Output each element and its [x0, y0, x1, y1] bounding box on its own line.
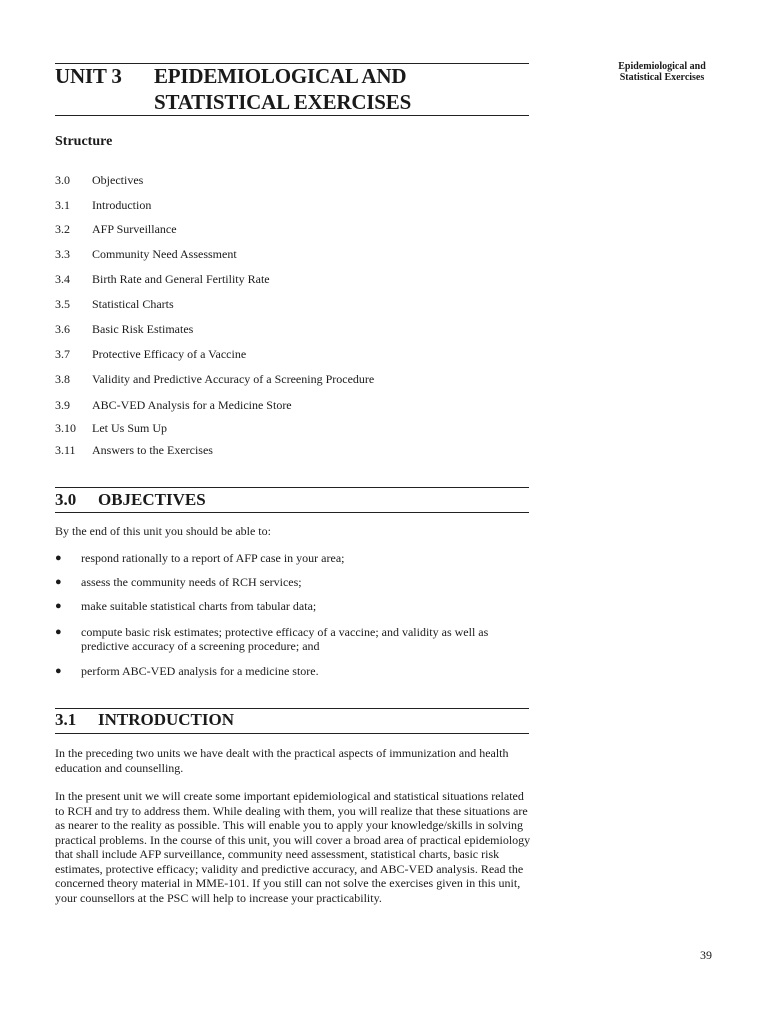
running-head: [596, 61, 728, 83]
objectives-top-rule: [55, 487, 529, 488]
introduction-paragraph-1: In the preceding two units we have dealt with the practical aspects of immunization and health education and counselling.: [55, 746, 509, 775]
unit-title-line2: STATISTICAL EXERCISES: [154, 90, 412, 114]
toc-label: Basic Risk Estimates: [92, 322, 194, 336]
toc-number: 3.3: [55, 247, 70, 261]
toc-label: Answers to the Exercises: [92, 443, 213, 457]
section-title: INTRODUCTION: [98, 710, 235, 729]
introduction-heading: [55, 710, 234, 730]
running-head-line2: Statistical Exercises: [619, 72, 705, 83]
toc-item: [55, 372, 374, 386]
bullet-text: perform ABC-VED analysis for a medicine store.: [81, 664, 319, 678]
toc-number: 3.1: [55, 198, 70, 212]
objectives-bottom-rule: [55, 512, 529, 513]
toc-number: 3.4: [55, 272, 70, 286]
bullet-icon: ●: [55, 626, 62, 638]
title-bottom-rule: [55, 115, 529, 116]
objectives-intro: By the end of this unit you should be able to:: [55, 524, 271, 538]
toc-number: 3.11: [55, 443, 76, 457]
toc-label: Let Us Sum Up: [92, 421, 167, 435]
toc-item: [55, 173, 143, 187]
toc-item: [55, 322, 193, 336]
introduction-bottom-rule: [55, 733, 529, 734]
toc-item: [55, 297, 174, 311]
list-item: [55, 575, 529, 589]
unit-label: UNIT 3: [55, 64, 122, 88]
toc-label: Objectives: [92, 173, 144, 187]
toc-label: Introduction: [92, 198, 152, 212]
objectives-heading: [55, 490, 206, 510]
toc-label: AFP Surveillance: [92, 222, 177, 236]
section-number: 3.0: [55, 490, 77, 509]
toc-number: 3.8: [55, 372, 70, 386]
toc-label: Protective Efficacy of a Vaccine: [92, 347, 247, 361]
toc-number: 3.7: [55, 347, 70, 361]
toc-label: Validity and Predictive Accuracy of a Screening Procedure: [92, 372, 375, 386]
toc-number: 3.6: [55, 322, 70, 336]
page-number: 39: [700, 948, 712, 962]
bullet-icon: ●: [55, 552, 62, 564]
running-head-line1: Epidemiological and: [618, 61, 706, 72]
bullet-icon: ●: [55, 600, 62, 612]
toc-number: 3.9: [55, 398, 70, 412]
section-title: OBJECTIVES: [98, 490, 206, 509]
structure-heading: Structure: [55, 134, 113, 149]
toc-item: [55, 443, 213, 457]
toc-item: [55, 272, 270, 286]
toc-label: ABC-VED Analysis for a Medicine Store: [92, 398, 292, 412]
toc-number: 3.5: [55, 297, 70, 311]
bullet-icon: ●: [55, 576, 62, 588]
bullet-text: respond rationally to a report of AFP case in your area;: [81, 551, 345, 565]
toc-label: Statistical Charts: [92, 297, 174, 311]
toc-number: 3.0: [55, 173, 70, 187]
toc-label: Birth Rate and General Fertility Rate: [92, 272, 270, 286]
toc-item: [55, 347, 246, 361]
toc-item: [55, 198, 151, 212]
introduction-paragraph-2: In the present unit we will create some important epidemiological and statistical situations related to RCH and try to address them. While dealing with them, you will realize that these situations are as nearer to the reality as possible. This will enable you to apply your knowledge/skills in solving practical problems. In the course of this unit, you will cover a broad area of practical epidemiology that shall include AFP surveillance, community need assessment, statistical charts, basic risk estimates, protective efficacy; validity and predictive accuracy, and ABC-VED analysis. Read the concerned theory material in MME-101. If you still can not solve the exercises given in this unit, your counsellors at the PSC will help to increase your practicability.: [55, 789, 531, 905]
unit-title-line1: EPIDEMIOLOGICAL AND: [154, 64, 407, 88]
list-item: [55, 551, 529, 565]
list-item: [55, 599, 529, 613]
bullet-icon: ●: [55, 665, 62, 677]
list-item: [55, 625, 525, 653]
toc-item: [55, 421, 167, 435]
toc-number: 3.2: [55, 222, 70, 236]
toc-item: [55, 398, 292, 412]
toc-item: [55, 247, 237, 261]
list-item: [55, 664, 529, 678]
toc-item: [55, 222, 177, 236]
unit-title: [55, 63, 529, 115]
toc-number: 3.10: [55, 421, 76, 435]
bullet-text: compute basic risk estimates; protective efficacy of a vaccine; and validity as well as predictive accuracy of a screening procedure; and: [81, 625, 489, 653]
toc-label: Community Need Assessment: [92, 247, 237, 261]
section-number: 3.1: [55, 710, 77, 729]
introduction-top-rule: [55, 708, 529, 709]
bullet-text: make suitable statistical charts from tabular data;: [81, 599, 317, 613]
bullet-text: assess the community needs of RCH services;: [81, 575, 302, 589]
